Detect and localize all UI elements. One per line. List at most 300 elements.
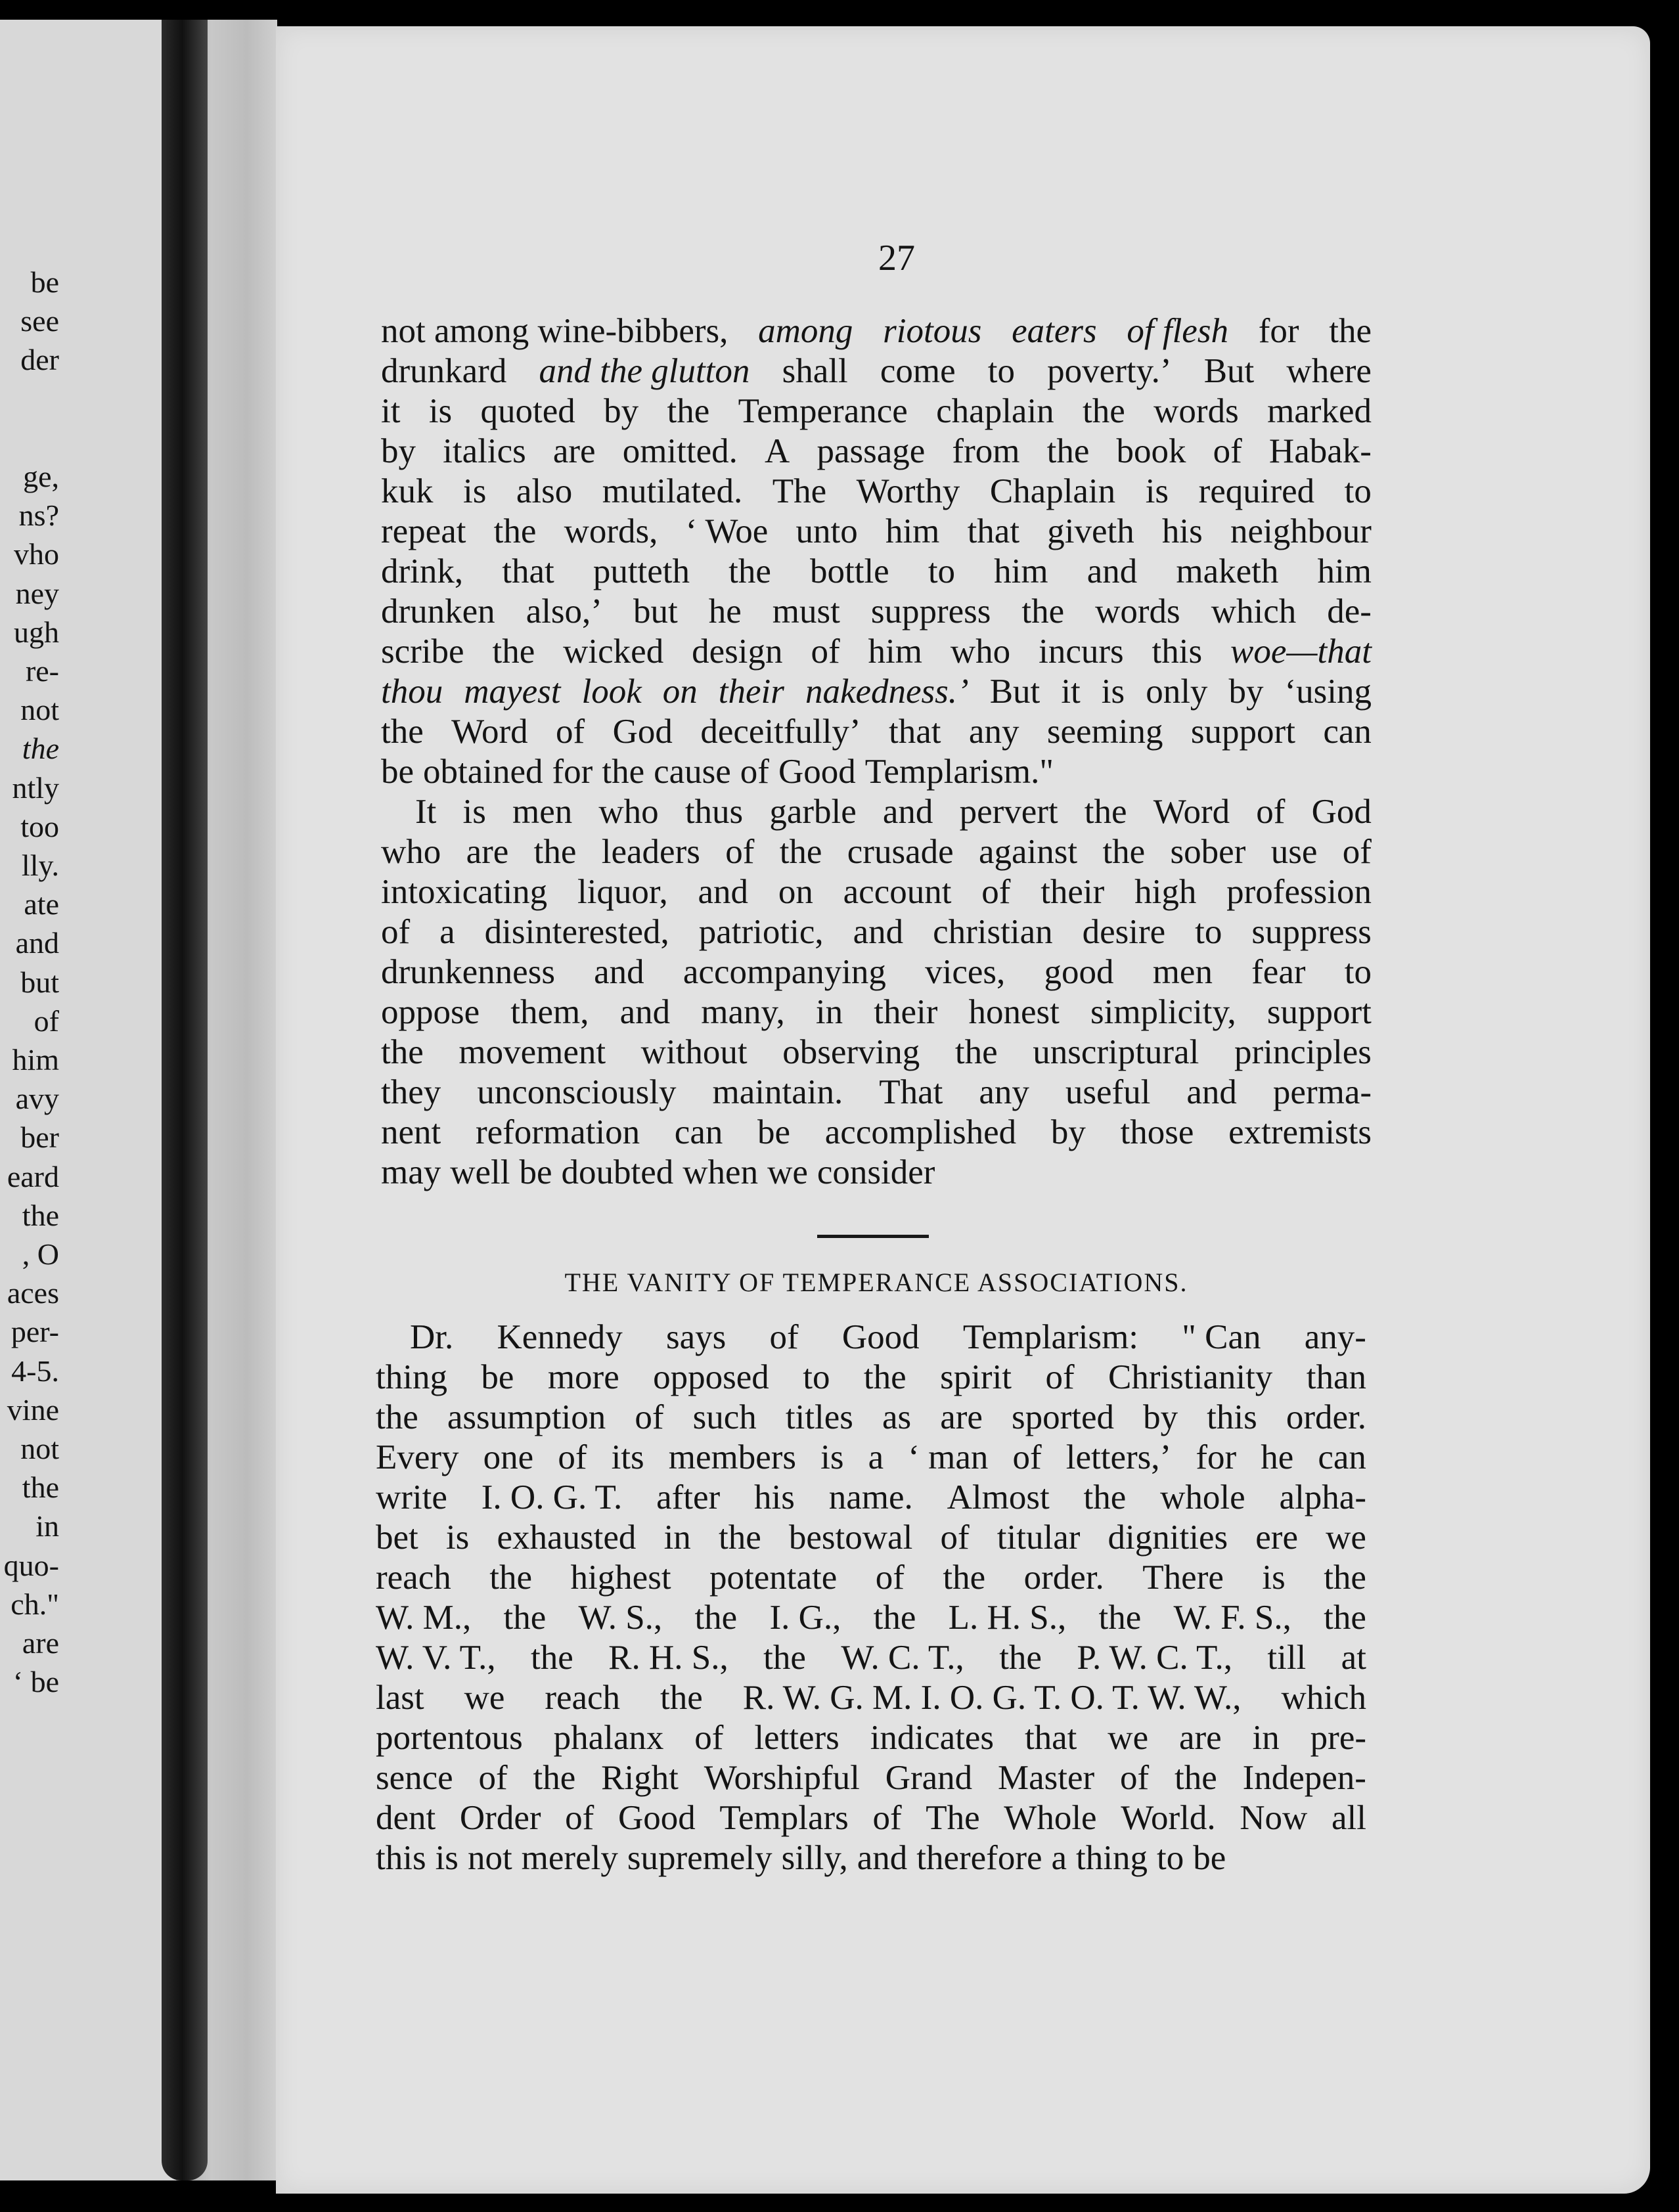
word: among (758, 312, 853, 350)
text-line (381, 952, 1372, 992)
word: the (873, 1599, 916, 1637)
word: I. O. G. T. (481, 1478, 623, 1516)
word: him (868, 632, 922, 671)
facing-page-fragment: der (20, 343, 59, 376)
word: bet (376, 1518, 418, 1557)
word: of (381, 913, 411, 951)
word: the (1329, 312, 1372, 350)
word: perma- (1272, 1073, 1372, 1111)
word: we (1326, 1518, 1366, 1557)
word: accomplished (824, 1113, 1017, 1151)
word: accompanying (683, 953, 886, 991)
word: can (1318, 1438, 1366, 1476)
word: is (1145, 472, 1169, 510)
word: which (1211, 592, 1297, 630)
word: also (516, 472, 573, 510)
word: sence (376, 1759, 453, 1797)
word: and (853, 913, 904, 951)
word: marked (1267, 392, 1372, 430)
word: account (843, 873, 952, 911)
word: when (683, 1153, 759, 1191)
word: Good (617, 1799, 696, 1837)
word: the (533, 833, 577, 871)
word: garble (769, 793, 857, 831)
facing-page-fragment: ney (15, 577, 59, 610)
word: Master (998, 1759, 1095, 1797)
word: intoxicating (381, 873, 548, 911)
binding-shadow (162, 20, 208, 2180)
facing-page-fragment: him (12, 1043, 59, 1076)
word: and (857, 1839, 908, 1877)
facing-page-fragment: ber (20, 1120, 59, 1154)
word: words, (564, 512, 658, 550)
word: indicates (870, 1719, 995, 1757)
facing-page-fragment: the (22, 1199, 59, 1232)
text-line (381, 592, 1372, 632)
word: doubted (561, 1153, 674, 1191)
word: Christianity (1108, 1358, 1273, 1396)
word: last (376, 1679, 424, 1717)
word: letters (754, 1719, 840, 1757)
word: to (1195, 913, 1222, 951)
word: titles (785, 1398, 853, 1436)
facing-page-fragment: and (15, 926, 59, 960)
word: to (803, 1358, 830, 1396)
word: to (1344, 472, 1372, 510)
word: of (1012, 1438, 1042, 1476)
word: come (880, 352, 956, 390)
word: their (718, 673, 784, 711)
word: for (552, 753, 593, 791)
word: the (533, 1759, 576, 1797)
word: and (698, 873, 749, 911)
text-line (381, 632, 1372, 672)
word: Kennedy (497, 1318, 623, 1356)
word: are (1178, 1719, 1222, 1757)
word: by (1050, 1113, 1086, 1151)
word: the (1098, 1599, 1142, 1637)
word: their (1041, 873, 1105, 911)
word: obtained (423, 753, 543, 791)
paragraph (381, 792, 1372, 1193)
word: nakedness.’ (805, 673, 969, 711)
facing-page-fragment: re- (25, 654, 59, 688)
facing-page-left (0, 20, 176, 2180)
word: Every (376, 1438, 459, 1476)
text-line (381, 512, 1372, 552)
text-line (381, 1073, 1372, 1113)
word: order. (1286, 1398, 1366, 1436)
text-line (376, 1678, 1366, 1718)
word: in (1252, 1719, 1280, 1757)
word: titular (996, 1518, 1081, 1557)
word: Order (459, 1799, 541, 1837)
word: of (694, 1719, 724, 1757)
word: disinterested, (484, 913, 669, 951)
text-line (381, 752, 1372, 792)
word: to (987, 352, 1016, 390)
paragraph (376, 1317, 1366, 1878)
word: the (376, 1398, 418, 1436)
facing-page-fragment: eard (7, 1160, 59, 1193)
word: is (1101, 673, 1125, 711)
word: thing (376, 1358, 447, 1396)
word: by (1228, 673, 1264, 711)
word: simplicity, (1090, 993, 1236, 1031)
word: of flesh (1127, 312, 1228, 350)
word: chaplain (936, 392, 1054, 430)
facing-page-fragment: are (22, 1626, 59, 1660)
word: of (740, 753, 769, 791)
word: italics (443, 432, 526, 470)
word: crusade (847, 833, 954, 871)
word: nent (381, 1113, 441, 1151)
word: Almost (947, 1478, 1050, 1516)
body-text (381, 311, 1372, 1193)
word: him (1317, 552, 1372, 590)
word: this (1207, 1398, 1257, 1436)
word: that (502, 552, 554, 590)
word: W. S., (578, 1599, 663, 1637)
word: liquor, (577, 873, 668, 911)
word: only (1146, 673, 1208, 711)
facing-page-fragment (0, 380, 59, 419)
word: pervert (959, 793, 1058, 831)
word: W. C. T., (841, 1639, 964, 1677)
facing-page-fragment: too (20, 810, 59, 843)
word: to (928, 552, 956, 590)
word: is (428, 392, 453, 430)
text-line (381, 431, 1372, 472)
word: Temperance (738, 392, 908, 430)
facing-page-fragment: ns? (18, 498, 59, 532)
word: we (1108, 1719, 1149, 1757)
facing-page-fragment: see (20, 304, 59, 338)
word: by (1143, 1398, 1178, 1436)
word: Dr. (410, 1318, 454, 1356)
word: portentous (376, 1719, 523, 1757)
facing-page-fragment: the (22, 732, 59, 765)
word: merely (521, 1839, 618, 1877)
word: That (879, 1073, 943, 1111)
word: any (979, 1073, 1029, 1111)
word: Word (451, 713, 528, 751)
word: drunkard (381, 352, 507, 390)
word: the (1083, 392, 1125, 430)
word: of (1213, 432, 1242, 470)
text-line (376, 1798, 1366, 1838)
word: the (1175, 1759, 1217, 1797)
word: use (1270, 833, 1318, 871)
word: a (439, 913, 455, 951)
facing-page-fragment: vho (14, 537, 59, 571)
word: his (754, 1478, 795, 1516)
word: christian (933, 913, 1053, 951)
word: of (556, 713, 585, 751)
text-line (381, 712, 1372, 752)
word: men (1152, 953, 1213, 991)
word: of (565, 1799, 594, 1837)
text-line (381, 912, 1372, 952)
word: by (604, 392, 639, 430)
word: God (1311, 793, 1372, 831)
word: and (882, 793, 933, 831)
word: a (1051, 1839, 1067, 1877)
text-line (381, 472, 1372, 512)
word: supremely (627, 1839, 772, 1877)
word: is (463, 472, 487, 510)
word: alpha- (1279, 1478, 1366, 1516)
word: potentate (709, 1559, 838, 1597)
text-line (381, 832, 1372, 872)
word: good (1044, 953, 1114, 991)
facing-page-fragment: not (20, 693, 59, 726)
word: thus (684, 793, 744, 831)
word: Worthy (856, 472, 960, 510)
word: A (765, 432, 790, 470)
word: spirit (940, 1358, 1012, 1396)
word: reach (545, 1679, 621, 1717)
word: ‘ man (908, 1438, 989, 1476)
word: such (692, 1398, 757, 1436)
text-line (376, 1478, 1366, 1518)
word: Word (1153, 793, 1230, 831)
word: phalanx (553, 1719, 664, 1757)
word: omitted. (622, 432, 738, 470)
word: is (1262, 1559, 1286, 1597)
facing-page-fragment: vine (7, 1393, 59, 1427)
text-line (381, 792, 1372, 832)
word: the (1046, 432, 1090, 470)
word: for (1196, 1438, 1237, 1476)
word: the (728, 552, 771, 590)
word: Now (1240, 1799, 1308, 1837)
word: more (547, 1358, 619, 1396)
word: the (763, 1639, 806, 1677)
word: look (581, 673, 642, 711)
word: may (381, 1153, 441, 1191)
facing-page-fragment: but (20, 965, 59, 999)
word: and (1086, 552, 1138, 590)
word: is (462, 793, 486, 831)
word: are (940, 1398, 983, 1436)
text-line (376, 1317, 1366, 1358)
word: seeming (1046, 713, 1163, 751)
word: mayest (464, 673, 561, 711)
word: the (660, 1679, 703, 1717)
word: words (1095, 592, 1180, 630)
word: well (450, 1153, 510, 1191)
word: the (694, 1599, 738, 1637)
word: woe—that (1230, 632, 1372, 671)
word: scribe (381, 632, 464, 671)
word: any (968, 713, 1019, 751)
word: not among wine-bibbers, (381, 312, 728, 350)
word: the (489, 1559, 532, 1597)
word: for (1258, 312, 1299, 350)
word: bottle (810, 552, 889, 590)
word: Grand (885, 1759, 973, 1797)
word: of (558, 1438, 587, 1476)
word: as (882, 1398, 912, 1436)
word: of (811, 632, 840, 671)
word: design (692, 632, 783, 671)
word: the (1083, 1478, 1127, 1516)
word: required (1198, 472, 1315, 510)
text-line (381, 1153, 1372, 1193)
word: W. M., (376, 1599, 472, 1637)
word: be (1193, 1839, 1226, 1877)
word: " Can (1182, 1318, 1261, 1356)
word: the (381, 713, 424, 751)
word: kuk (381, 472, 434, 510)
word: unto (795, 512, 858, 550)
word: drunkenness (381, 953, 555, 991)
word: shall (782, 352, 848, 390)
word: reformation (475, 1113, 640, 1151)
word: of (635, 1398, 664, 1436)
word: of (1342, 833, 1372, 871)
word: assumption (447, 1398, 606, 1436)
word: to (1156, 1839, 1184, 1877)
facing-page-fragment: not (20, 1432, 59, 1465)
text-line (376, 1598, 1366, 1638)
word: movement (459, 1033, 606, 1071)
word: profession (1226, 873, 1372, 911)
facing-page-fragment: the (22, 1471, 59, 1504)
word: There (1142, 1559, 1224, 1597)
word: the (779, 833, 822, 871)
text-line (381, 1032, 1372, 1073)
word: of (940, 1518, 970, 1557)
word: highest (570, 1559, 671, 1597)
word: P. W. C. T., (1077, 1639, 1232, 1677)
word: But (989, 673, 1041, 711)
word: support (1190, 713, 1295, 751)
text-line (376, 1758, 1366, 1798)
word: the (381, 1033, 424, 1071)
word: poverty.’ (1047, 352, 1172, 390)
word: we (767, 1153, 808, 1191)
word: where (1286, 352, 1372, 390)
word: suppress (1251, 913, 1372, 951)
word: Right (601, 1759, 679, 1797)
word: name. (828, 1478, 913, 1516)
word: R. H. S., (608, 1639, 728, 1677)
word: of (478, 1759, 508, 1797)
word: the (667, 392, 710, 430)
word: of (1256, 793, 1286, 831)
word: be (381, 753, 414, 791)
word: the (492, 632, 535, 671)
text-line (381, 672, 1372, 712)
word: the (1084, 793, 1127, 831)
word: can (1323, 713, 1372, 751)
word: letters,’ (1065, 1438, 1172, 1476)
word: bestowal (788, 1518, 913, 1557)
word: vices, (925, 953, 1006, 991)
word: The (772, 472, 827, 510)
word: are (466, 833, 509, 871)
facing-page-fragment: avy (15, 1082, 59, 1115)
word: not (467, 1839, 512, 1877)
word: the (1021, 592, 1065, 630)
word: W. V. T., (376, 1639, 496, 1677)
section-divider (817, 1235, 929, 1238)
word: of (769, 1318, 799, 1356)
word: the (493, 512, 537, 550)
text-line (376, 1398, 1366, 1438)
facing-page-fragment: ch." (11, 1587, 59, 1621)
word: giveth (1047, 512, 1134, 550)
word: leaders (601, 833, 700, 871)
section-heading: THE VANITY OF TEMPERANCE ASSOCIATIONS. (564, 1268, 1188, 1297)
word: exhausted (497, 1518, 637, 1557)
word: World. (1121, 1799, 1216, 1837)
word: without (640, 1033, 748, 1071)
word: on (662, 673, 698, 711)
word: by (381, 432, 416, 470)
word: than (1306, 1358, 1366, 1396)
word: sported (1011, 1398, 1115, 1436)
facing-page-fragment: of (34, 1004, 59, 1038)
text-line (376, 1558, 1366, 1598)
text-line (376, 1358, 1366, 1398)
facing-page-fragment: ‘ be (12, 1665, 59, 1698)
word: it (381, 392, 401, 430)
word: unscriptural (1033, 1033, 1199, 1071)
word: says (666, 1318, 727, 1356)
word: Chaplain (989, 472, 1116, 510)
word: write (376, 1478, 447, 1516)
text-line (376, 1838, 1366, 1878)
word: Worshipful (704, 1759, 860, 1797)
word: whole (1160, 1478, 1245, 1516)
word: mutilated. (602, 472, 743, 510)
word: the (602, 753, 645, 791)
word: desire (1082, 913, 1166, 951)
word: those (1120, 1113, 1194, 1151)
word: riotous (883, 312, 982, 350)
facing-page-fragment: ugh (14, 615, 59, 649)
word: pre- (1310, 1719, 1366, 1757)
word: also,’ (526, 592, 602, 630)
word: God (612, 713, 673, 751)
paragraph (381, 311, 1372, 792)
word: in (663, 1518, 691, 1557)
word: that (1024, 1719, 1077, 1757)
word: drink, (381, 552, 464, 590)
facing-page-fragment: 4-5. (11, 1354, 59, 1388)
word: its (611, 1438, 644, 1476)
word: this (1152, 632, 1203, 671)
word: quoted (480, 392, 575, 430)
word: unconsciously (477, 1073, 677, 1111)
word: thing (1076, 1839, 1148, 1877)
word: W. F. S., (1173, 1599, 1291, 1637)
word: patriotic, (698, 913, 824, 951)
text-line (381, 552, 1372, 592)
word: order. (1023, 1559, 1104, 1597)
text-line (376, 1718, 1366, 1758)
word: silly, (781, 1839, 848, 1877)
word: high (1134, 873, 1197, 911)
word: this (376, 1839, 426, 1877)
facing-page-fragment: per- (11, 1315, 59, 1348)
word: the (718, 1518, 761, 1557)
word: the (531, 1639, 573, 1677)
facing-page-fragment (0, 418, 59, 458)
